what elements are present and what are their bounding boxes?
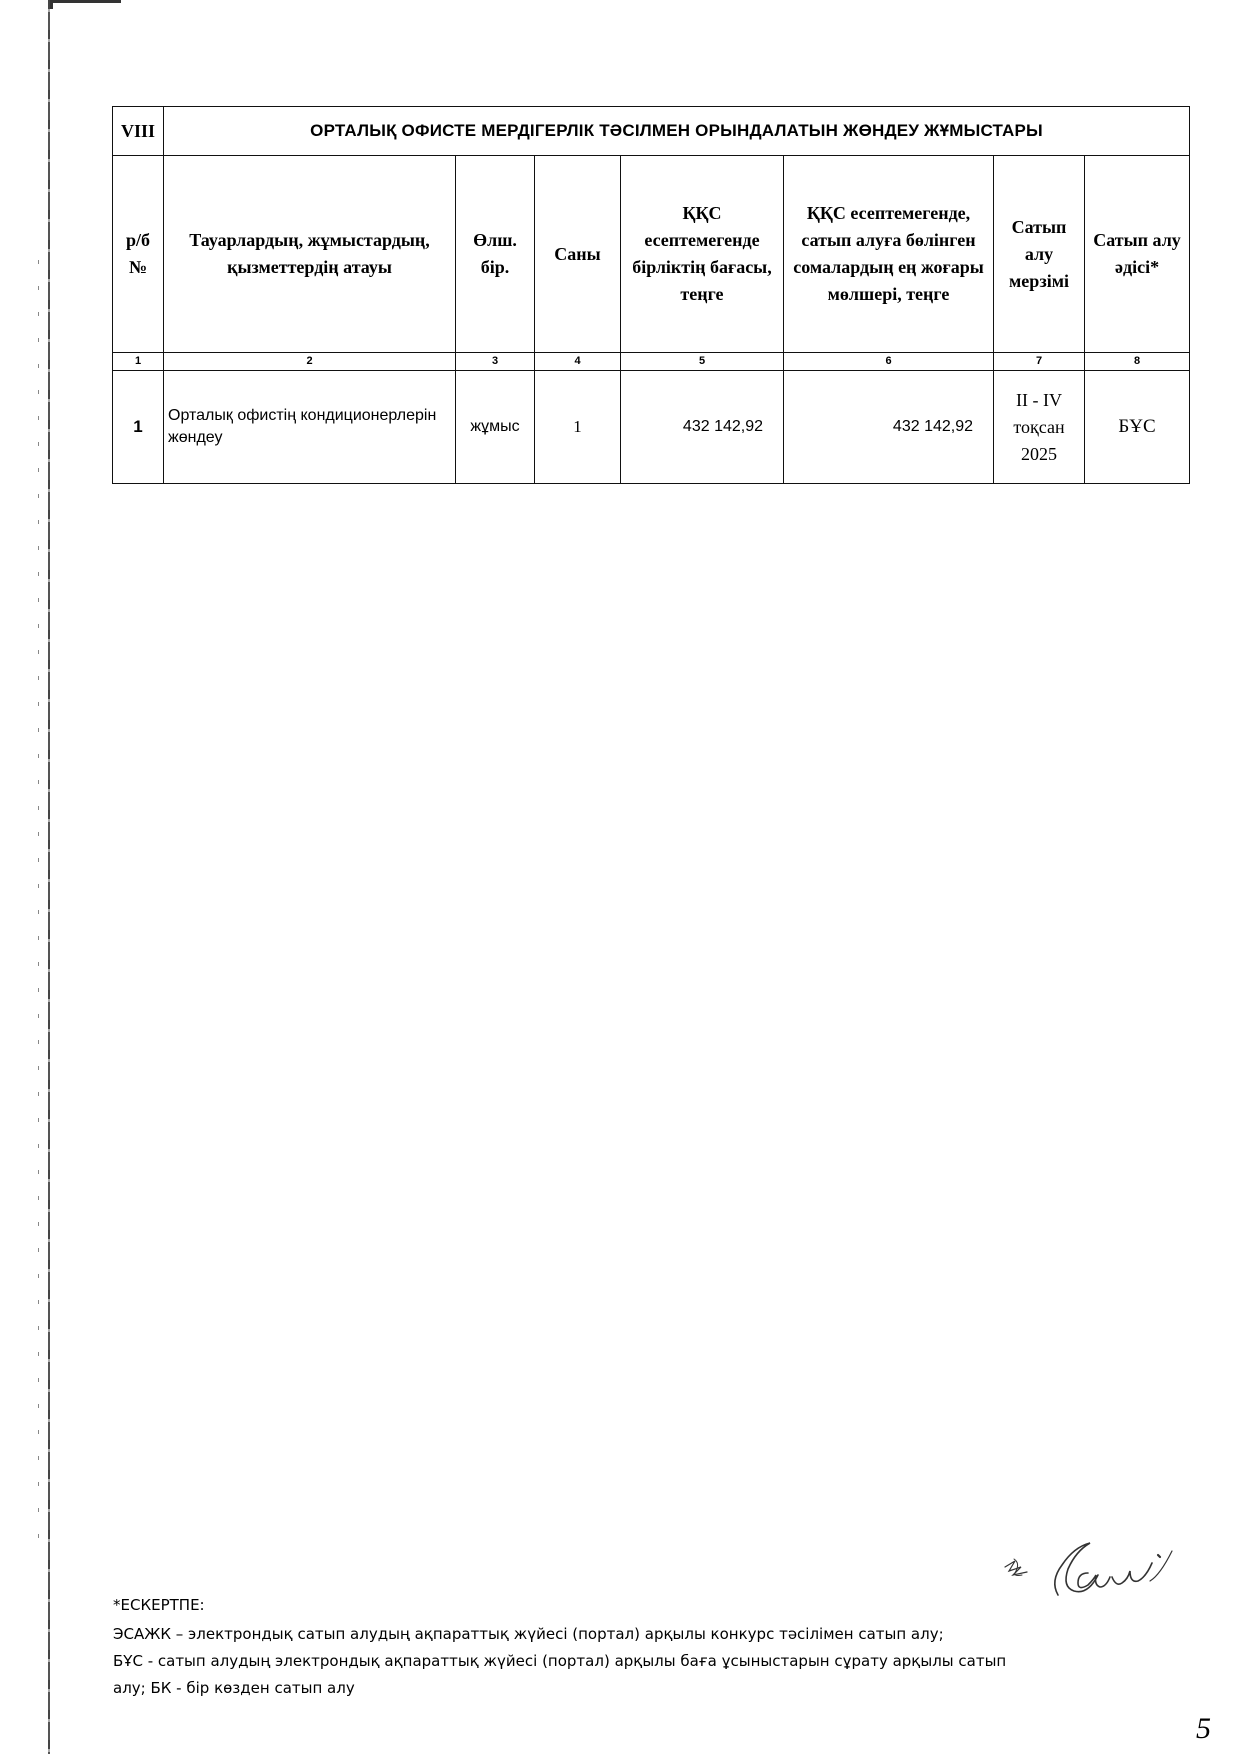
column-number: 2	[164, 353, 456, 371]
header-max-amount: ҚҚС есептемегенде, сатып алуға бөлінген сомалардың ең жоғары мөлшері, теңге	[784, 156, 994, 353]
section-title: ОРТАЛЫҚ ОФИСТЕ МЕРДІГЕРЛІК ТӘСІЛМЕН ОРЫНДАЛАТЫН ЖӨНДЕУ ЖҰМЫСТАРЫ	[164, 107, 1190, 156]
scan-edge-dots	[38, 260, 39, 1560]
header-row	[113, 156, 1190, 353]
header-name: Тауарлардың, жұмыстардың, қызметтердің атауы	[164, 156, 456, 353]
column-number: 4	[535, 353, 621, 371]
column-number: 6	[784, 353, 994, 371]
page-number: 5	[1196, 1712, 1211, 1745]
header-unit: Өлш. бір.	[456, 156, 535, 353]
column-number: 7	[994, 353, 1085, 371]
footnote	[113, 1592, 1113, 1702]
column-number: 8	[1085, 353, 1190, 371]
row-name: Орталық офистің кондиционерлерін жөндеу	[164, 371, 456, 484]
header-unit-price: ҚҚС есептемегенде бірліктің бағасы, теңге	[621, 156, 784, 353]
column-number: 3	[456, 353, 535, 371]
row-unit-price: 432 142,92	[621, 371, 784, 484]
row-method: БҰС	[1085, 371, 1190, 484]
procurement-table	[112, 106, 1190, 484]
column-number: 1	[113, 353, 164, 371]
footnote-line: ЭСАЖК – электрондық сатып алудың ақпараттық жүйесі (портал) арқылы конкурс тәсілімен сатып алу;	[113, 1625, 944, 1643]
header-period: Сатып алу мерзімі	[994, 156, 1085, 353]
header-no: р/б №	[113, 156, 164, 353]
section-row	[113, 107, 1190, 156]
row-quantity: 1	[535, 371, 621, 484]
row-max-amount: 432 142,92	[784, 371, 994, 484]
row-unit: жұмыс	[456, 371, 535, 484]
column-number-row	[113, 353, 1190, 371]
footnote-title: *ЕСКЕРТПЕ:	[113, 1596, 205, 1614]
row-number: 1	[113, 371, 164, 484]
column-number: 5	[621, 353, 784, 371]
section-number: VIII	[113, 107, 164, 156]
scan-edge-left	[48, 0, 50, 1754]
header-qty: Саны	[535, 156, 621, 353]
row-period: II - IV тоқсан 2025	[994, 371, 1085, 484]
footnote-line: алу; БК - бір көзден сатып алу	[113, 1679, 355, 1697]
table-row	[113, 371, 1190, 484]
header-method: Сатып алу әдісі*	[1085, 156, 1190, 353]
scan-edge-top	[50, 0, 121, 9]
footnote-line: БҰС - сатып алудың электрондық ақпараттық жүйесі (портал) арқылы баға ұсыныстарын сұрату арқылы сатып	[113, 1652, 1007, 1670]
